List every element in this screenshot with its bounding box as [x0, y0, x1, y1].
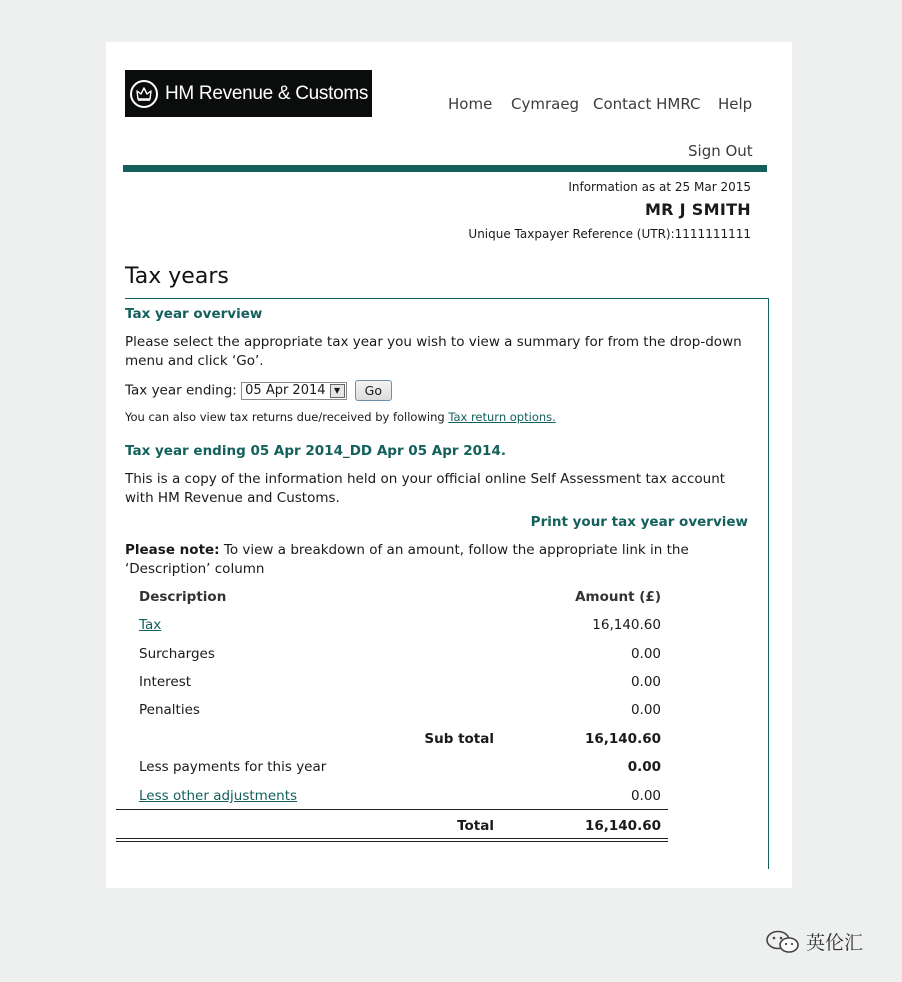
- nav-help[interactable]: Help: [718, 95, 753, 113]
- description-cell: Penalties: [139, 702, 200, 718]
- please-note-text: [125, 541, 750, 579]
- total-amount: 16,140.60: [584, 818, 661, 834]
- table-row: [116, 702, 668, 722]
- adjustments-amount: 0.00: [630, 788, 661, 804]
- sign-out-link[interactable]: Sign Out: [688, 142, 753, 160]
- subtotal-row: [116, 731, 668, 751]
- summary-heading: Tax year ending 05 Apr 2014_DD Apr 05 Apr 2014.: [125, 443, 506, 459]
- page: [106, 42, 792, 888]
- payments-row: [116, 759, 668, 779]
- amount-cell: 0.00: [630, 646, 661, 662]
- taxpayer-name: MR J SMITH: [644, 200, 751, 219]
- total-top-rule: [116, 809, 668, 810]
- tax-year-panel: [125, 298, 769, 869]
- please-note-body: To view a breakdown of an amount, follow the appropriate link in the ‘Description’ column: [125, 542, 689, 577]
- description-cell: Interest: [139, 674, 192, 690]
- subtotal-amount: 16,140.60: [584, 731, 661, 747]
- summary-copy-text: This is a copy of the information held on your official online Self Assessment tax account with HM Revenue and Customs.: [125, 471, 726, 506]
- go-button[interactable]: Go: [355, 380, 392, 401]
- total-label: Total: [457, 818, 494, 834]
- table-row: [116, 617, 668, 637]
- print-overview-link[interactable]: Print your tax year overview: [530, 514, 748, 530]
- wechat-watermark: [764, 928, 863, 955]
- page-title: Tax years: [125, 264, 229, 289]
- tax-year-select[interactable]: [241, 382, 346, 400]
- select-value: 05 Apr 2014: [245, 383, 326, 398]
- description-header: Description: [139, 589, 227, 605]
- crown-crest-icon: [130, 80, 158, 108]
- table-row: [116, 646, 668, 666]
- select-label: Tax year ending:: [125, 382, 237, 399]
- overview-heading: Tax year overview: [125, 306, 263, 322]
- total-row: [116, 818, 668, 838]
- amount-cell: 0.00: [630, 674, 661, 690]
- tax-link[interactable]: Tax: [139, 617, 162, 633]
- amount-cell: 0.00: [630, 702, 661, 718]
- tax-return-options-text: [125, 410, 556, 424]
- adjustments-row: [116, 788, 668, 808]
- nav-cymraeg[interactable]: Cymraeg: [511, 95, 580, 113]
- logo-text: HM Revenue & Customs: [165, 82, 369, 104]
- payments-amount: 0.00: [627, 759, 661, 775]
- description-cell: Surcharges: [139, 646, 215, 662]
- subtotal-label: Sub total: [424, 731, 494, 747]
- table-row: [116, 674, 668, 694]
- other-adjustments-link[interactable]: Less other adjustments: [139, 788, 298, 804]
- payments-label: Less payments for this year: [139, 759, 327, 775]
- nav-contact-hmrc[interactable]: Contact HMRC: [593, 95, 701, 113]
- please-note-label: Please note:: [125, 542, 220, 558]
- amount-cell: 16,140.60: [592, 617, 661, 633]
- wechat-icon: [764, 929, 802, 955]
- information-date: Information as at 25 Mar 2015: [568, 180, 751, 194]
- utr-reference: Unique Taxpayer Reference (UTR):1111111111: [468, 227, 751, 241]
- overview-intro: Please select the appropriate tax year you wish to view a summary for from the drop-down menu and click ‘Go’.: [125, 334, 742, 369]
- also-view-text: You can also view tax returns due/received by following: [125, 410, 445, 424]
- hmrc-logo[interactable]: [125, 70, 372, 117]
- amount-header: Amount (£): [575, 589, 661, 605]
- chevron-down-icon[interactable]: ▼: [330, 384, 345, 398]
- watermark-text: 英伦汇: [806, 932, 864, 954]
- total-double-rule: [116, 838, 668, 842]
- nav-home[interactable]: Home: [448, 95, 493, 113]
- table-header-row: [116, 589, 668, 609]
- tax-return-options-link[interactable]: Tax return options.: [448, 410, 556, 424]
- header-rule: [123, 165, 767, 172]
- tax-year-selector-row: [125, 380, 392, 401]
